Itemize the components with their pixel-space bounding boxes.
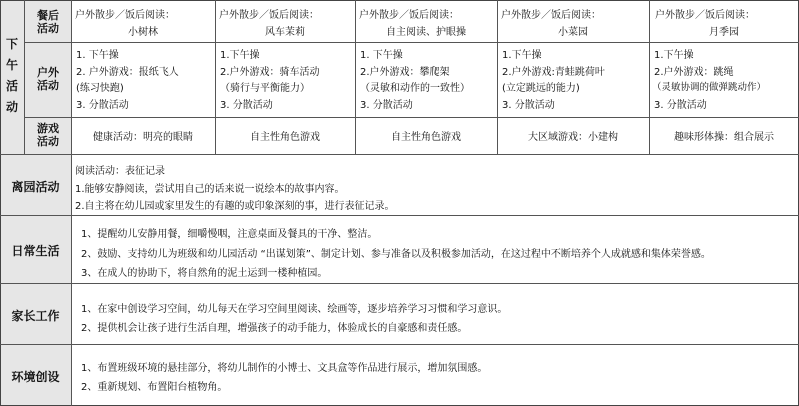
content-line: 1、在家中创设学习空间，幼儿每天在学习空间里阅读、绘画等，逐步培养学习习惯和学习意识。 [81,304,508,315]
meal-line1: 户外散步／饭后阅读： [359,10,459,21]
section-content-daily-life [71,215,799,283]
outdoor-line: 1. 下午操 [360,50,403,61]
section-label-parents: 家长工作 [11,309,60,323]
outdoor-line: 1.下午操 [654,50,694,61]
meal-place: 月季园 [709,27,739,38]
content-line: 2.自主将在幼儿园或家里发生的有趣的或印象深刻的事，进行表征记录。 [75,201,395,212]
game-text: 自主性角色游戏 [250,132,320,143]
game-text: 趣味形体操：组合展示 [674,132,774,143]
content-line: 1、布置班级环境的悬挂部分，将幼儿制作的小博士、文具盒等作品进行展示，增加氛围感。 [81,363,488,374]
meal-place: 小树林 [128,27,158,38]
content-line: 2、重新规划、布置阳台植物角。 [81,382,228,393]
section-content-parents [71,283,799,344]
game-text: 自主性角色游戏 [391,132,461,143]
outdoor-cell-day-1 [71,42,215,117]
content-line: 1、提醒幼儿安静用餐，细嚼慢咽，注意桌面及餐具的干净、整洁。 [81,229,378,240]
meal-line1: 户外散步／饭后阅读： [501,10,601,21]
game-text: 大区域游戏：小建构 [528,132,618,143]
outdoor-line: 2.户外游戏：攀爬架 [360,67,450,78]
meal-cell-day-2 [215,0,355,42]
outdoor-line: 1.下午操 [502,50,542,61]
meal-cell-day-4 [497,0,649,42]
afternoon-label: 下午活动 [5,37,18,114]
meal-cell-day-5 [649,0,799,42]
meal-place: 风车茉莉 [265,27,305,38]
section-label-departure: 离园活动 [11,180,60,194]
outdoor-line: 1. 下午操 [76,50,119,61]
meal-place: 小菜园 [558,27,588,38]
content-line: 2、提供机会让孩子进行生活自理，增强孩子的动手能力，体验成长的自豪感和责任感。 [81,323,468,334]
meal-line1: 户外散步／饭后阅读： [219,10,319,21]
game-label: 游戏活动 [37,122,59,148]
meal-cell-day-3 [355,0,497,42]
outdoor-line: 2. 户外游戏：报纸飞人 [76,67,179,78]
outdoor-line: 2.户外游戏:青蛙跳荷叶 [502,67,605,78]
outdoor-label: 户外活动 [37,66,59,92]
section-content-departure [71,154,799,215]
game-cell-day-4 [497,117,649,154]
outdoor-line: （灵敏和动作的一致性） [360,83,470,94]
meal-label: 餐后活动 [37,9,59,35]
outdoor-line: 3. 分散活动 [220,100,273,111]
outdoor-cell-day-3 [355,42,497,117]
content-line: 3、在成人的协助下，将自然角的泥土运到一楼种植园。 [81,268,328,279]
outdoor-line: （灵敏协调的做弹跳动作） [652,82,767,93]
meal-place: 自主阅读、护眼操 [386,27,466,38]
section-label-daily-life: 日常生活 [11,244,60,258]
outdoor-line: (立定跳远的能力) [502,83,580,94]
game-cell-day-3 [355,117,497,154]
section-label-environment: 环境创设 [11,370,60,384]
game-cell-day-2 [215,117,355,154]
outdoor-cell-day-2 [215,42,355,117]
meal-cell-day-1 [71,0,215,42]
content-line: 2、鼓励、支持幼儿为班级和幼儿园活动 “出谋划策”、制定计划、参与准备以及积极参加活动，在这过程中不断培养个人成就感和集体荣誉感。 [81,249,711,260]
content-line: 阅读活动：表征记录 [75,166,165,177]
outdoor-line: 3. 分散活动 [76,100,129,111]
outdoor-cell-day-4 [497,42,649,117]
outdoor-line: 2.户外游戏：骑车活动 [220,67,320,78]
game-text: 健康活动：明亮的眼睛 [93,132,193,143]
outdoor-cell-day-5 [649,42,799,117]
grid-line [24,0,25,154]
outdoor-line: 2.户外游戏：跳绳 [654,67,734,78]
section-content-environment [71,344,799,406]
game-cell-day-5 [649,117,799,154]
meal-line1: 户外散步／饭后阅读： [655,10,755,21]
outdoor-line: （骑行与平衡能力） [220,83,310,94]
meal-line1: 户外散步／饭后阅读： [75,10,175,21]
outdoor-line: 3. 分散活动 [502,100,555,111]
outdoor-line: (练习快跑) [76,83,124,94]
game-cell-day-1 [71,117,215,154]
outdoor-line: 1.下午操 [220,50,260,61]
outdoor-line: 3. 分散活动 [360,100,413,111]
content-line: 1.能够安静阅读，尝试用自己的话来说一说绘本的故事内容。 [75,184,345,195]
outdoor-line: 3. 分散活动 [654,100,707,111]
